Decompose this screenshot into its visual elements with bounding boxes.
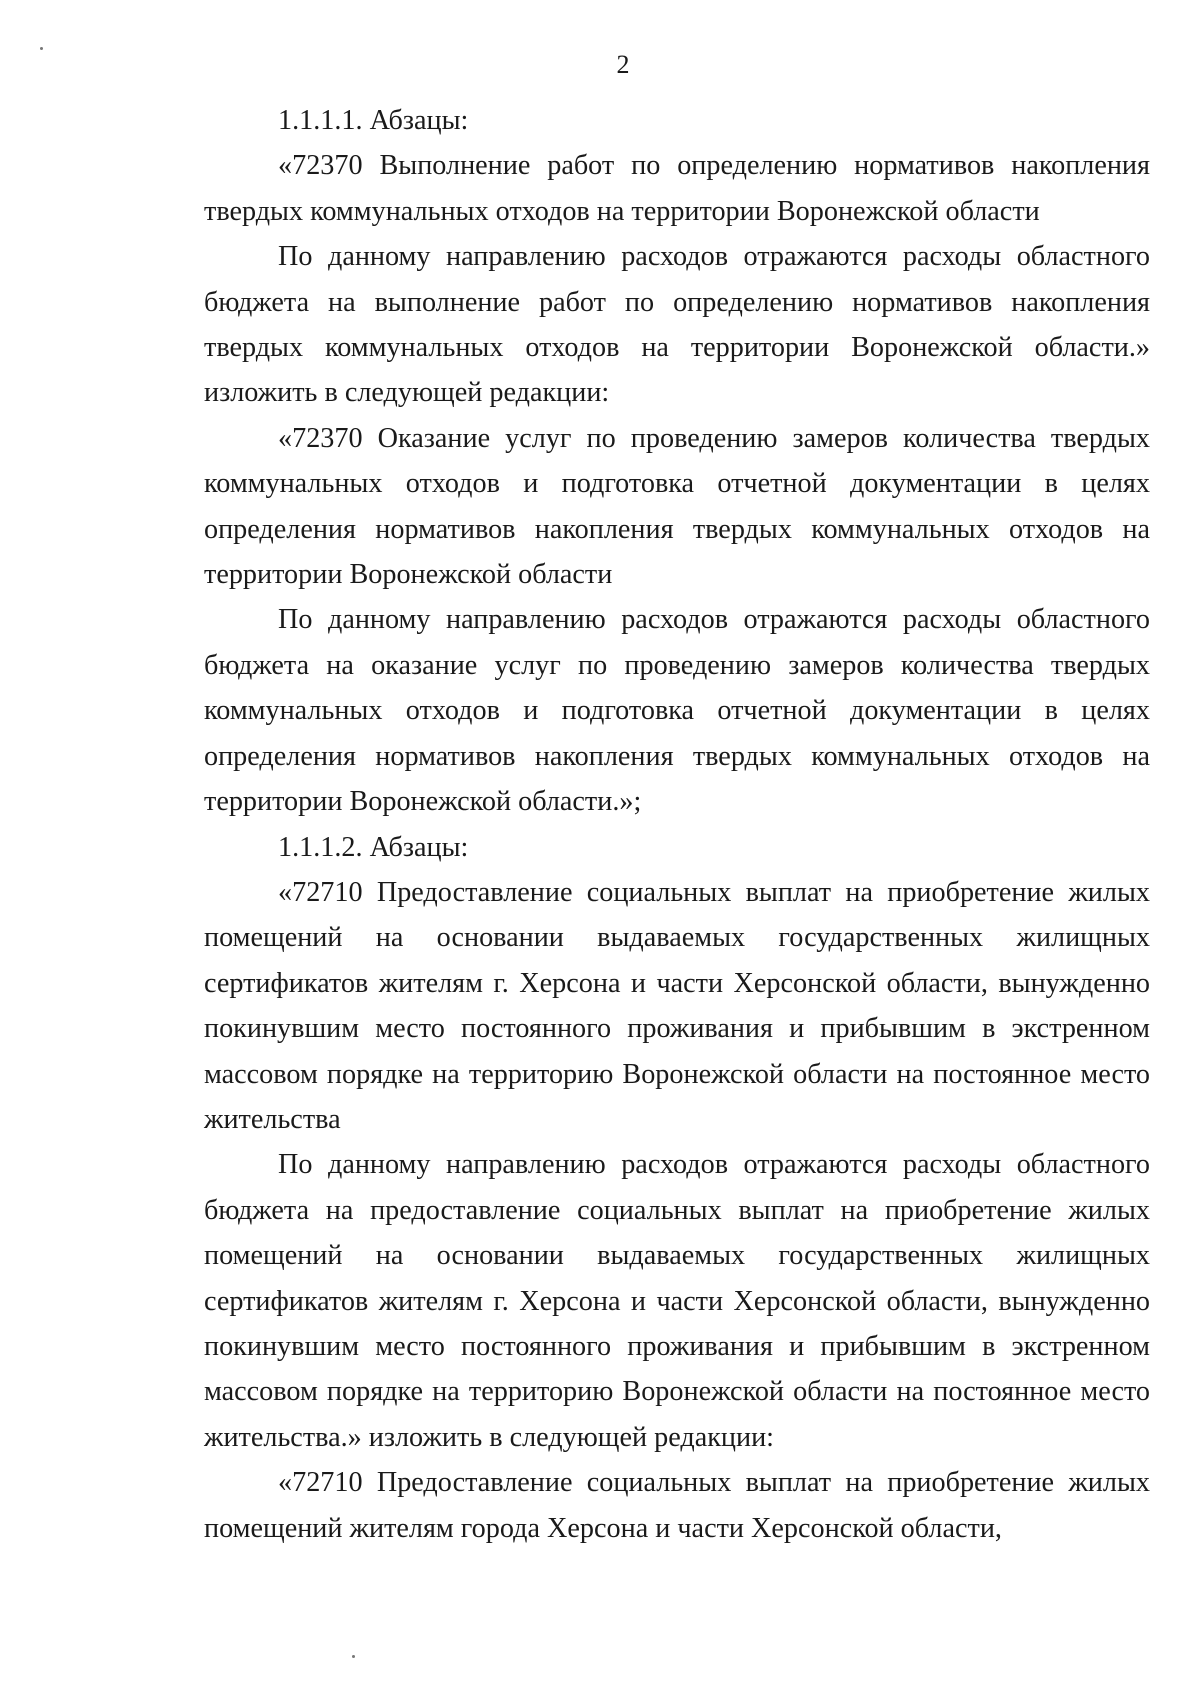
paragraph-old-72710-description: По данному направлению расходов отражаются расходы областного бюджета на предоставление социальных выплат на приобретение жилых помещений на основании выдаваемых государственных жилищных сертификатов жителям г. Херсона и части Херсонской области, вынужденно покинувшим место постоянного проживания и прибывшим в экстренном массовом порядке на территорию Воронежской области на постоянное место жительства.» изложить в следующей редакции: xyxy=(204,1149,1150,1453)
scan-speck xyxy=(352,1655,355,1658)
paragraph-old-72370-title: «72370 Выполнение работ по определению нормативов накопления твердых коммунальных отходов на территории Воронежской области xyxy=(204,150,1150,227)
paragraph-old-72370-description: По данному направлению расходов отражаются расходы областного бюджета на выполнение работ по определению нормативов накопления твердых коммунальных отходов на территории Воронежской области.» изложить в следующей редакции: xyxy=(204,241,1150,409)
section-heading-1-1-1-2: 1.1.1.2. Абзацы: xyxy=(278,831,469,863)
paragraph-old-72710-title: «72710 Предоставление социальных выплат на приобретение жилых помещений на основании выдаваемых государственных жилищных сертификатов жителям г. Херсона и части Херсонской области, вынужденно покинувшим место постоянного проживания и прибывшим в экстренном массовом порядке на территорию Воронежской области на постоянное место жительства xyxy=(204,876,1150,1135)
section-heading-1-1-1-1: 1.1.1.1. Абзацы: xyxy=(278,105,469,136)
scan-speck xyxy=(40,47,43,50)
page-number: 2 xyxy=(616,50,630,79)
document-body xyxy=(204,98,1150,1551)
paragraph-new-72710-title: «72710 Предоставление социальных выплат на приобретение жилых помещений жителям города Херсона и части Херсонской области, xyxy=(204,1467,1150,1544)
paragraph-new-72370-title: «72370 Оказание услуг по проведению замеров количества твердых коммунальных отходов и подготовка отчетной документации в целях определения нормативов накопления твердых коммунальных отходов на территории Воронежской области xyxy=(204,422,1150,591)
paragraph-new-72370-description: По данному направлению расходов отражаются расходы областного бюджета на оказание услуг по проведению замеров количества твердых коммунальных отходов и подготовка отчетной документации в целях определения нормативов накопления твердых коммунальных отходов на территории Воронежской области.»; xyxy=(204,604,1150,818)
